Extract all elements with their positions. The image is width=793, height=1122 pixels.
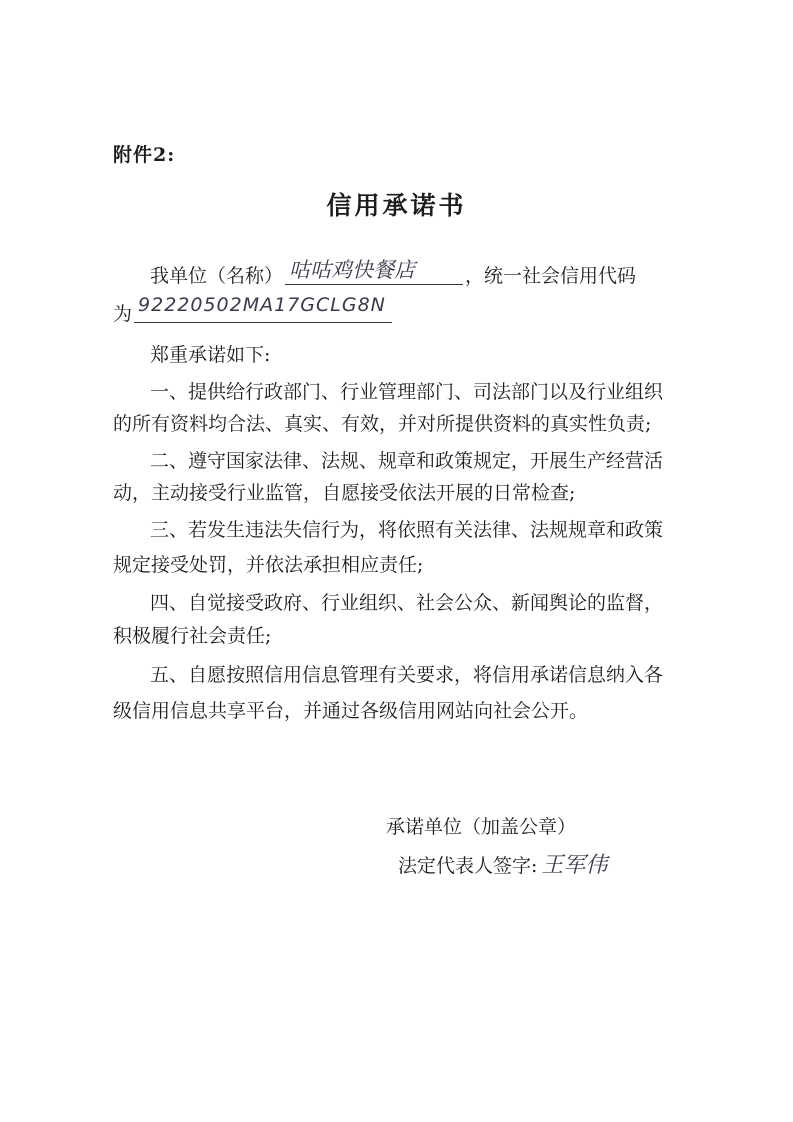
code-line (113, 296, 392, 326)
item-2-line1: 二、遵守国家法律、法规、规章和政策规定，开展生产经营活 (150, 450, 664, 472)
item-1-line1: 一、提供给行政部门、行业管理部门、司法部门以及行业组织 (150, 381, 664, 403)
signature-rep-label: 法定代表人签字: (398, 855, 538, 877)
item-5-line1: 五、自愿按照信用信息管理有关要求，将信用承诺信息纳入各 (150, 664, 664, 686)
signature-unit-label: 承诺单位（加盖公章） (386, 816, 577, 838)
item-1-line2: 的所有资料均合法、真实、有效，并对所提供资料的真实性负责; (113, 413, 652, 435)
intro-suffix: ，统一社会信用代码 (465, 265, 637, 287)
signature-handwritten: 王军伟 (541, 853, 608, 878)
code-prefix: 为 (113, 303, 133, 325)
pledge-lead: 郑重承诺如下: (150, 344, 271, 366)
document-title: 信用承诺书 (326, 191, 467, 220)
item-2-line2: 动，主动接受行业监管，自愿接受依法开展的日常检查; (113, 482, 576, 504)
attachment-label: 附件2: (113, 144, 176, 166)
credit-code-handwritten: 92220502MA17GCLG8N (138, 294, 386, 316)
item-4-line2: 积极履行社会责任; (113, 625, 272, 647)
company-name-handwritten: 咕咕鸡快餐店 (289, 258, 416, 282)
item-5-line2: 级信用信息共享平台，并通过各级信用网站向社会公开。 (113, 700, 589, 722)
item-4-line1: 四、自觉接受政府、行业组织、社会公众、新闻舆论的监督， (150, 592, 664, 614)
intro-prefix: 我单位（名称） (150, 265, 284, 287)
item-3-line1: 三、若发生违法失信行为，将依照有关法律、法规规章和政策 (150, 519, 664, 541)
company-name-field (285, 258, 463, 285)
item-3-line2: 规定接受处罚，并依法承担相应责任; (113, 554, 424, 576)
intro-line (150, 258, 636, 288)
signature-rep-line (398, 848, 607, 879)
credit-code-field (134, 296, 392, 323)
